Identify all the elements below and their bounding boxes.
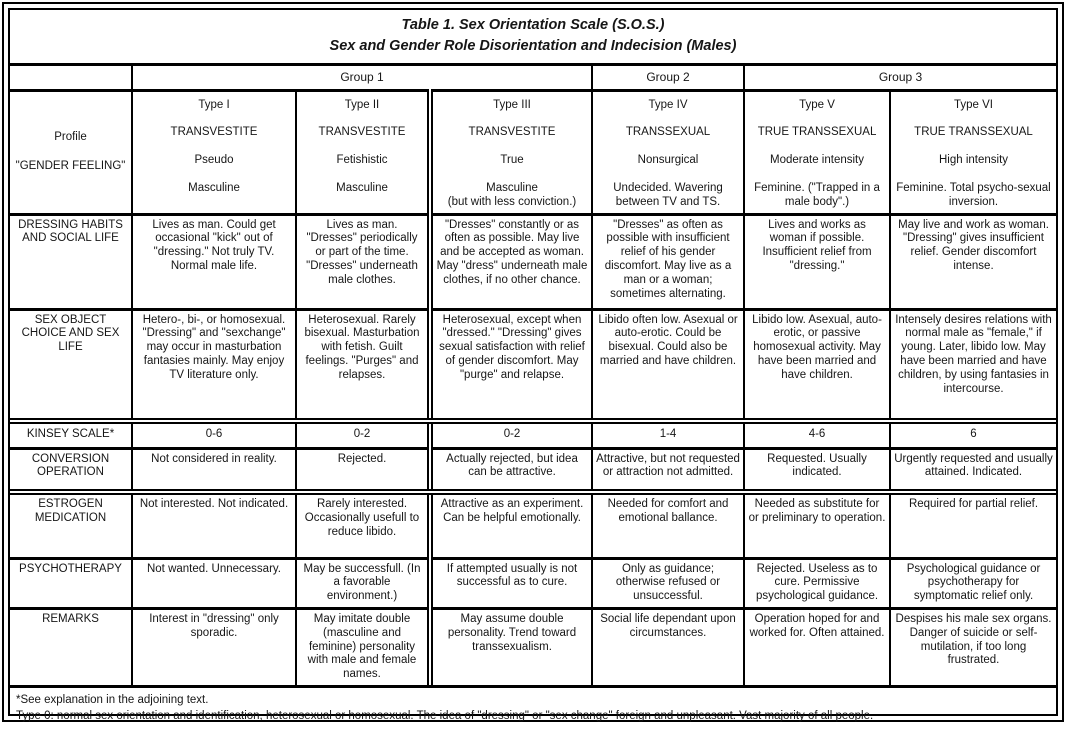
table-cell: Not interested. Not indicated.: [132, 492, 296, 558]
type-subtype: High intensity: [938, 154, 1009, 167]
table-cell: Heterosexual. Rarely bisexual. Masturbation with fetish. Guilt feelings. "Purges" and relapses.: [296, 309, 430, 421]
row-label: PSYCHOTHERAPY: [10, 558, 132, 608]
row-label: KINSEY SCALE*: [10, 421, 132, 448]
row-label: ESTROGEN MEDICATION: [10, 492, 132, 558]
type-feeling: Feminine. ("Trapped in a male body".): [754, 181, 880, 208]
row-label: REMARKS: [10, 608, 132, 684]
table-cell: Attractive as an experiment. Can be helpful emotionally.: [430, 492, 592, 558]
gender-feeling-label: "GENDER FEELING": [15, 160, 126, 173]
type-feeling: Masculine: [188, 181, 240, 194]
table-cell: Urgently requested and usually attained. Indicated.: [890, 448, 1056, 492]
type-header-row: [10, 90, 1056, 214]
table-row-estrogen-medication: [10, 492, 1056, 558]
col-header-type-3: [430, 90, 592, 214]
col-header-type-6: [890, 90, 1056, 214]
table-cell: 4-6: [744, 421, 890, 448]
type-class: TRANSVESTITE: [170, 126, 258, 139]
table-cell: Lives and works as woman if possible. Insufficient relief from "dressing.": [744, 214, 890, 309]
table-cell: Attractive, but not requested or attraction not admitted.: [592, 448, 744, 492]
group-2-header: Group 2: [592, 66, 744, 90]
group-3-header: Group 3: [744, 66, 1056, 90]
table-cell: Heterosexual, except when "dressed." "Dressing" gives sexual satisfaction with relief of gender discomfort. May "purge" and relapse.: [430, 309, 592, 421]
table-cell: Despises his male sex organs. Danger of suicide or self-mutilation, if too long frustrated.: [890, 608, 1056, 684]
table-cell: Libido often low. Asexual or auto-erotic. Could be bisexual. Could also be married and have children.: [592, 309, 744, 421]
table-cell: 0-2: [430, 421, 592, 448]
table-cell: May be successfull. (In a favorable environment.): [296, 558, 430, 608]
table-cell: Rejected.: [296, 448, 430, 492]
row-label: SEX OBJECT CHOICE AND SEX LIFE: [10, 309, 132, 421]
type-number: Type II: [344, 98, 380, 111]
group-1-header: Group 1: [132, 66, 592, 90]
type-feeling: Masculine: [336, 181, 388, 194]
table-cell: 1-4: [592, 421, 744, 448]
col-header-type-4: [592, 90, 744, 214]
col-header-type-5: [744, 90, 890, 214]
table-row-dressing-habits: [10, 214, 1056, 309]
type-subtype: Nonsurgical: [637, 154, 699, 167]
table-cell: Needed for comfort and emotional ballance.: [592, 492, 744, 558]
type-subtype: Pseudo: [194, 154, 234, 167]
table-cell: Rejected. Useless as to cure. Permissive psychological guidance.: [744, 558, 890, 608]
table-cell: Actually rejected, but idea can be attractive.: [430, 448, 592, 492]
type-feeling: Feminine. Total psycho-sexual inversion.: [896, 181, 1051, 208]
type-number: Type IV: [648, 98, 688, 111]
type-feeling: Undecided. Wavering between TV and TS.: [613, 181, 723, 208]
table-cell: Required for partial relief.: [890, 492, 1056, 558]
table-cell: May assume double personality. Trend toward transsexualism.: [430, 608, 592, 684]
table-subtitle: Sex and Gender Role Disorientation and Indecision (Males): [329, 38, 737, 55]
table-cell: Only as guidance; otherwise refused or unsuccessful.: [592, 558, 744, 608]
type-feeling-note: (but with less conviction.): [447, 195, 577, 208]
table-cell: Needed as substitute for or preliminary to operation.: [744, 492, 890, 558]
table-cell: Interest in "dressing" only sporadic.: [132, 608, 296, 684]
type-number: Type III: [493, 98, 531, 111]
type-number: Type I: [198, 98, 230, 111]
table-row-psychotherapy: [10, 558, 1056, 608]
type-class: TRANSVESTITE: [318, 126, 406, 139]
type-subtype: Moderate intensity: [770, 154, 864, 167]
table-row-sex-object-choice: [10, 309, 1056, 421]
table-cell: Rarely interested. Occasionally usefull to reduce libido.: [296, 492, 430, 558]
table-cell: Lives as man. Could get occasional "kick" out of "dressing." Not truly TV. Normal male life.: [132, 214, 296, 309]
table-cell: May imitate double (masculine and feminine) personality with male and female names.: [296, 608, 430, 684]
type-class: TRANSVESTITE: [468, 126, 556, 139]
table-cell: 6: [890, 421, 1056, 448]
row-label: DRESSING HABITS AND SOCIAL LIFE: [10, 214, 132, 309]
row-label: CONVERSION OPERATION: [10, 448, 132, 492]
table-cell: Operation hoped for and worked for. Often attained.: [744, 608, 890, 684]
type-subtype: Fetishistic: [336, 154, 388, 167]
table-cell: Lives as man. "Dresses" periodically or part of the time. "Dresses" underneath male clothes.: [296, 214, 430, 309]
type-feeling: Masculine: [486, 181, 538, 194]
footnote-block: [10, 685, 1056, 730]
type-class: TRUE TRANSSEXUAL: [914, 126, 1033, 139]
col-header-type-1: [132, 90, 296, 214]
table-cell: May live and work as woman. "Dressing" gives insufficient relief. Gender discomfort intense.: [890, 214, 1056, 309]
sos-table: [10, 66, 1056, 685]
table-title: Table 1. Sex Orientation Scale (S.O.S.): [401, 17, 665, 33]
type-subtype: True: [500, 154, 524, 167]
table-row-conversion-operation: [10, 448, 1056, 492]
table-frame: [8, 8, 1058, 722]
col-header-type-2: [296, 90, 430, 214]
type-class: TRANSSEXUAL: [625, 126, 711, 139]
table-cell: Psychological guidance or psychotherapy for symptomatic relief only.: [890, 558, 1056, 608]
type-class: TRUE TRANSSEXUAL: [757, 126, 877, 139]
table-cell: 0-2: [296, 421, 430, 448]
table-cell: Intensely desires relations with normal male as "female," if young. Later, libido low. May have been married and have children, by using fantasies in intercourse.: [890, 309, 1056, 421]
table-cell: Hetero-, bi-, or homosexual. "Dressing" and "sexchange" may occur in masturbation fantasies mainly. May enjoy TV literature only.: [132, 309, 296, 421]
footnote-line-1: *See explanation in the adjoining text.: [16, 693, 209, 706]
footnote-line-2: Type 0: normal sex orientation and identification, heterosexual or homosexual. The idea of "dressing" or "sex change" foreign and unpleasant. Vast majority of all people.: [16, 709, 874, 722]
table-title-block: [10, 10, 1056, 66]
table-cell: Not considered in reality.: [132, 448, 296, 492]
table-cell: "Dresses" as often as possible with insufficient relief of his gender discomfort. May live as a man or a woman; sometimes alternating.: [592, 214, 744, 309]
group-header-row: [10, 66, 1056, 90]
table-cell: "Dresses" constantly or as often as possible. May live and be accepted as woman. May "dress" underneath male clothes, if no other chance.: [430, 214, 592, 309]
table-cell: If attempted usually is not successful as to cure.: [430, 558, 592, 608]
outer-frame: [2, 2, 1064, 722]
type-number: Type V: [799, 98, 835, 111]
table-cell: Not wanted. Unnecessary.: [132, 558, 296, 608]
table-cell: Requested. Usually indicated.: [744, 448, 890, 492]
profile-label: Profile: [54, 130, 87, 143]
table-row-kinsey-scale: [10, 421, 1056, 448]
table-cell: Social life dependant upon circumstances.: [592, 608, 744, 684]
table-cell: Libido low. Asexual, auto-erotic, or passive homosexual activity. May have been married and have children.: [744, 309, 890, 421]
table-cell: 0-6: [132, 421, 296, 448]
corner-empty-cell: [10, 66, 132, 90]
table-row-remarks: [10, 608, 1056, 684]
type-number: Type VI: [954, 98, 993, 111]
profile-label-cell: [10, 90, 132, 214]
